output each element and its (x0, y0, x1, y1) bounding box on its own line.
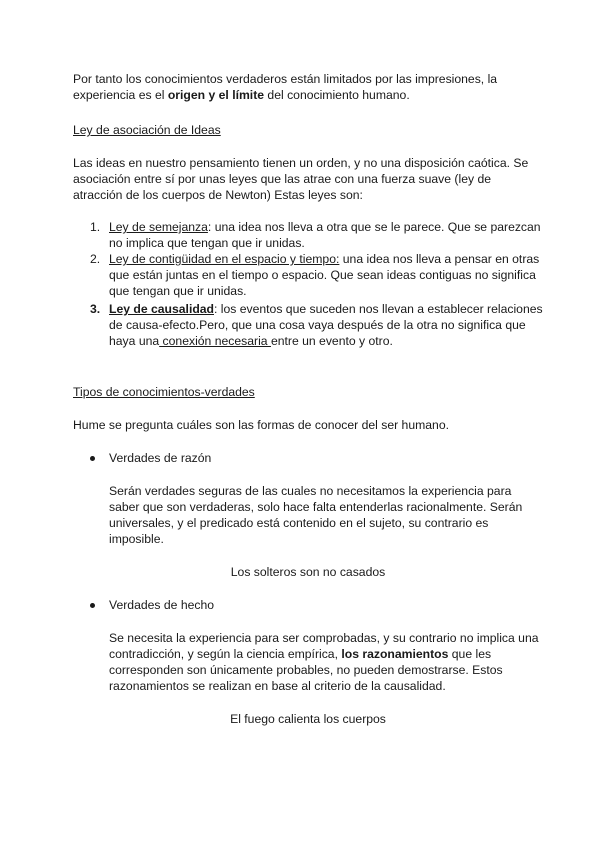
law-number: 3. (90, 302, 101, 316)
fact-example: El fuego calienta los cuerpos (230, 712, 386, 726)
fact-text-1: Se necesita la experiencia para ser comprobadas, y su contrario no implica una contradicción, y según la ciencia empírica, (109, 631, 539, 661)
laws-list (73, 219, 543, 349)
association-paragraph: Las ideas en nuestro pensamiento tienen un orden, y no una disposición caótica. Se asociación entre sí por unas leyes que las atrae con una fuerza suave (ley de atracción de los cuerpos de Newton) Estas leyes son: (73, 156, 529, 202)
law-item-3 (73, 301, 543, 349)
fact-bold: los razonamientos (341, 647, 449, 661)
intro-text-2: del conocimiento humano. (264, 88, 410, 102)
bullet-icon (90, 456, 95, 461)
intro-bold: origen y el límite (167, 88, 265, 102)
law-link-text: conexión necesaria (159, 334, 271, 348)
law-name: Ley de causalidad (109, 302, 214, 316)
bullet-icon (90, 603, 95, 608)
law-item-2 (73, 251, 543, 299)
law-text-end: entre un evento y otro. (270, 334, 393, 348)
law-number: 2. (90, 252, 101, 266)
law-name: Ley de semejanza (109, 220, 208, 234)
law-number: 1. (90, 220, 101, 234)
section-title-types: Tipos de conocimientos-verdades (73, 385, 255, 399)
section-title-association: Ley de asociación de Ideas (73, 123, 221, 137)
types-list (73, 450, 543, 466)
types-paragraph: Hume se pregunta cuáles son las formas de conocer del ser humano. (73, 418, 449, 432)
intro-paragraph (73, 71, 543, 103)
types-list-2 (73, 597, 543, 613)
law-text: una idea nos lleva a pensar en otras que están juntas en el tiempo o espacio. Que sean ideas contiguas no significa que tengan que ir unidas. (109, 252, 540, 298)
law-text: : una idea nos lleva a otra que se le parece. Que se parezcan no implica que tengan que ir unidas. (109, 220, 541, 250)
intro-text-1: Por tanto los conocimientos verdaderos están limitados por las impresiones, la experiencia es el (73, 72, 498, 102)
type-item-reason (73, 450, 543, 466)
reason-description: Serán verdades seguras de las cuales no necesitamos la experiencia para saber que son verdaderas, solo hace falta entenderlas racionalmente. Serán universales, y el predicado está contenido en el sujeto, su contrario es imposible. (109, 484, 523, 546)
document-page (73, 71, 543, 727)
law-item-1 (73, 219, 543, 251)
type-item-fact (73, 597, 543, 613)
reason-example: Los solteros son no casados (230, 565, 386, 579)
fact-description (73, 630, 543, 694)
fact-text-2: que les corresponden son únicamente probables, no pueden demostrarse. Estos razonamientos se realizan en base al criterio de la causalidad. (109, 647, 503, 693)
type-label: Verdades de hecho (109, 598, 215, 612)
law-text: : los eventos que suceden nos llevan a establecer relaciones de causa-efecto.Pero, que una cosa vaya después de la otra no significa que haya una (109, 302, 543, 348)
law-name: Ley de contigüidad en el espacio y tiempo: (109, 252, 340, 266)
type-label: Verdades de razón (109, 451, 212, 465)
